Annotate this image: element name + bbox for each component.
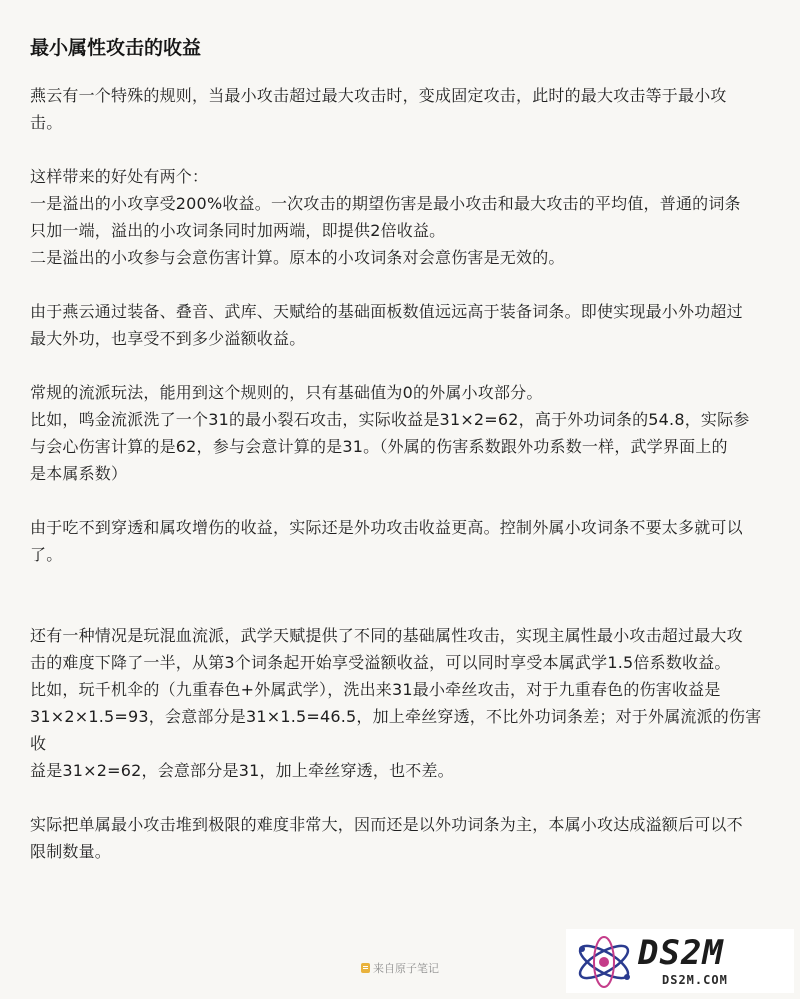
text-line: 击的难度下降了一半，从第3个词条起开始享受溢额收益，可以同时享受本属武学1.5倍系数收益。: [30, 653, 731, 672]
text-line: 了。: [30, 545, 63, 564]
text-line: 只加一端，溢出的小攻词条同时加两端，即提供2倍收益。: [30, 221, 446, 240]
text-line: 一是溢出的小攻享受200%收益。一次攻击的期望伤害是最小攻击和最大攻击的平均值，普通的词条: [30, 194, 741, 213]
note-icon: [361, 963, 370, 973]
text-line: 益是31×2=62，会意部分是31，加上牵丝穿透，也不差。: [30, 761, 454, 780]
paragraph-penetration: [30, 514, 774, 568]
atom-logo-icon: [572, 933, 636, 991]
paragraph-base-panel: [30, 298, 774, 352]
watermark-site: DS2M.COM: [662, 973, 728, 987]
text-line: 这样带来的好处有两个：: [30, 167, 209, 186]
text-line: 与会心伤害计算的是62，参与会意计算的是31。（外属的伤害系数跟外功系数一样，武学界面上的: [30, 437, 728, 456]
text-line: 实际把单属最小攻击堆到极限的难度非常大，因而还是以外功词条为主，本属小攻达成溢额后可以不: [30, 815, 743, 834]
text-line: 是本属系数）: [30, 464, 128, 483]
text-line: 常规的流派玩法，能用到这个规则的，只有基础值为0的外属小攻部分。: [30, 383, 543, 402]
text-line: 限制数量。: [30, 842, 112, 861]
text-line: 由于吃不到穿透和属攻增伤的收益，实际还是外功攻击收益更高。控制外属小攻词条不要太多就可以: [30, 518, 743, 537]
text-line: 最大外功，也享受不到多少溢额收益。: [30, 329, 306, 348]
paragraph-hybrid-builds: [30, 622, 774, 784]
text-line: 燕云有一个特殊的规则，当最小攻击超过最大攻击时，变成固定攻击，此时的最大攻击等于最小攻: [30, 86, 727, 105]
source-label: 来自原子笔记: [373, 962, 439, 975]
paragraph-conclusion: [30, 811, 774, 865]
text-line: 击。: [30, 113, 63, 132]
text-line: 二是溢出的小攻参与会意伤害计算。原本的小攻词条对会意伤害是无效的。: [30, 248, 565, 267]
text-line: 还有一种情况是玩混血流派，武学天赋提供了不同的基础属性攻击，实现主属性最小攻击超过最大攻: [30, 626, 743, 645]
article-title: 最小属性攻击的收益: [30, 37, 202, 59]
watermark: [566, 929, 794, 993]
text-line: 比如，鸣金流派洗了一个31的最小裂石攻击，实际收益是31×2=62，高于外功词条的54.8，实际参: [30, 410, 750, 429]
paragraph-benefits: [30, 163, 774, 271]
watermark-logo-text: DS2M: [638, 933, 724, 973]
paragraph-rule: [30, 82, 774, 136]
article: [30, 34, 774, 892]
text-line: 31×2×1.5=93，会意部分是31×1.5=46.5，加上牵丝穿透，不比外功词条差；对于外属流派的伤害收: [30, 707, 762, 753]
paragraph-regular-builds: [30, 379, 774, 487]
text-line: 比如，玩千机伞的（九重春色+外属武学），洗出来31最小牵丝攻击，对于九重春色的伤害收益是: [30, 680, 721, 699]
text-line: 由于燕云通过装备、叠音、武库、天赋给的基础面板数值远远高于装备词条。即使实现最小外功超过: [30, 302, 743, 321]
